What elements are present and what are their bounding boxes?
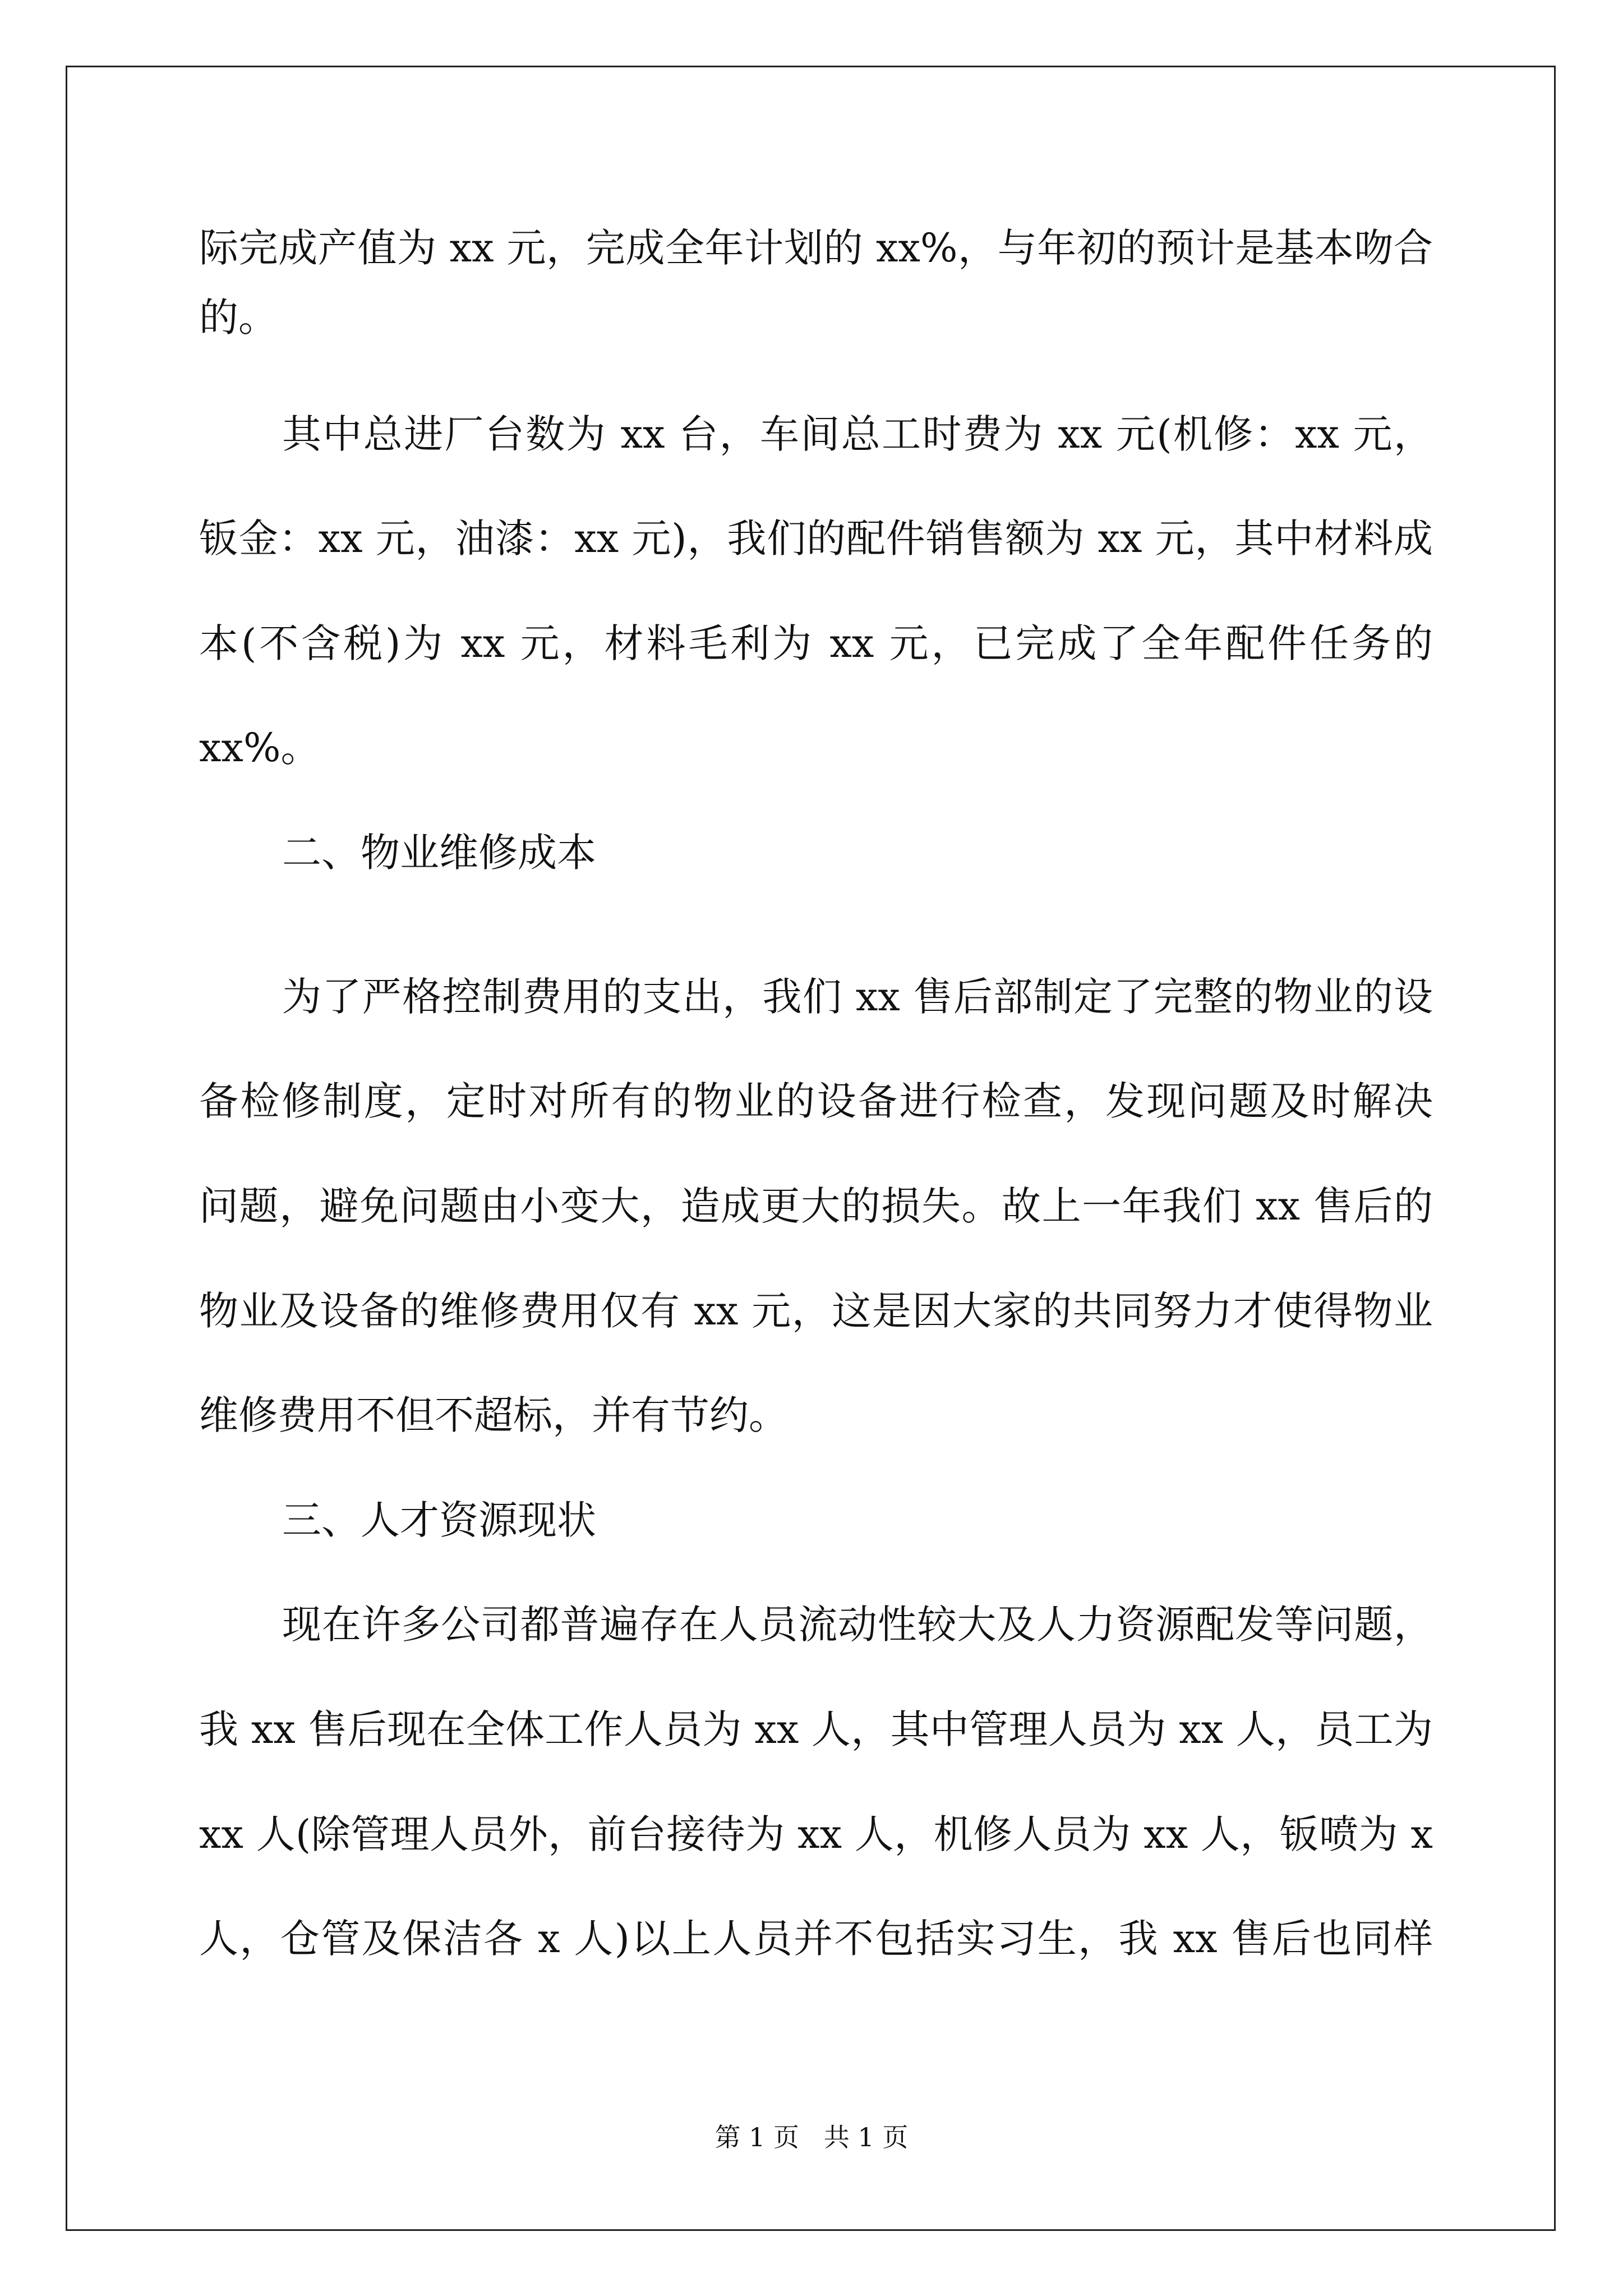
- body-text-line: xx 人(除管理人员外，前台接待为 xx 人，机修人员为 xx 人，钣喷为 x: [199, 1811, 1433, 1857]
- body-text-line: 备检修制度，定时对所有的物业的设备进行检查，发现问题及时解决: [199, 1078, 1433, 1124]
- section-heading: 三、人才资源现状: [282, 1497, 596, 1543]
- paragraph-first-line: 其中总进厂台数为 xx 台，车间总工时费为 xx 元(机修：xx 元，: [282, 411, 1433, 457]
- page-footer: 第 1 页 共 1 页: [714, 2122, 909, 2152]
- paragraph-first-line: 为了严格控制费用的支出，我们 xx 售后部制定了完整的物业的设: [282, 974, 1433, 1020]
- body-text-line: 问题，避免问题由小变大，造成更大的损失。故上一年我们 xx 售后的: [199, 1183, 1433, 1229]
- body-text-line: 维修费用不但不超标，并有节约。: [199, 1392, 788, 1438]
- paragraph-first-line: 现在许多公司都普遍存在人员流动性较大及人力资源配发等问题，: [282, 1602, 1433, 1648]
- page-border: [66, 66, 1556, 2231]
- body-text-line: 的。: [199, 295, 278, 341]
- body-text-line: 物业及设备的维修费用仅有 xx 元，这是因大家的共同努力才使得物业: [199, 1288, 1433, 1334]
- body-text-line: 我 xx 售后现在全体工作人员为 xx 人，其中管理人员为 xx 人，员工为: [199, 1706, 1433, 1752]
- body-text-line: 际完成产值为 xx 元，完成全年计划的 xx%，与年初的预计是基本吻合: [199, 225, 1433, 271]
- section-heading: 二、物业维修成本: [282, 830, 596, 876]
- body-text-line: 人，仓管及保洁各 x 人)以上人员并不包括实习生，我 xx 售后也同样: [199, 1916, 1433, 1962]
- body-text-line: 钣金：xx 元，油漆：xx 元)，我们的配件销售额为 xx 元，其中材料成: [199, 516, 1433, 562]
- body-text-line: xx%。: [199, 725, 320, 771]
- body-text-line: 本(不含税)为 xx 元，材料毛利为 xx 元，已完成了全年配件任务的: [199, 620, 1433, 666]
